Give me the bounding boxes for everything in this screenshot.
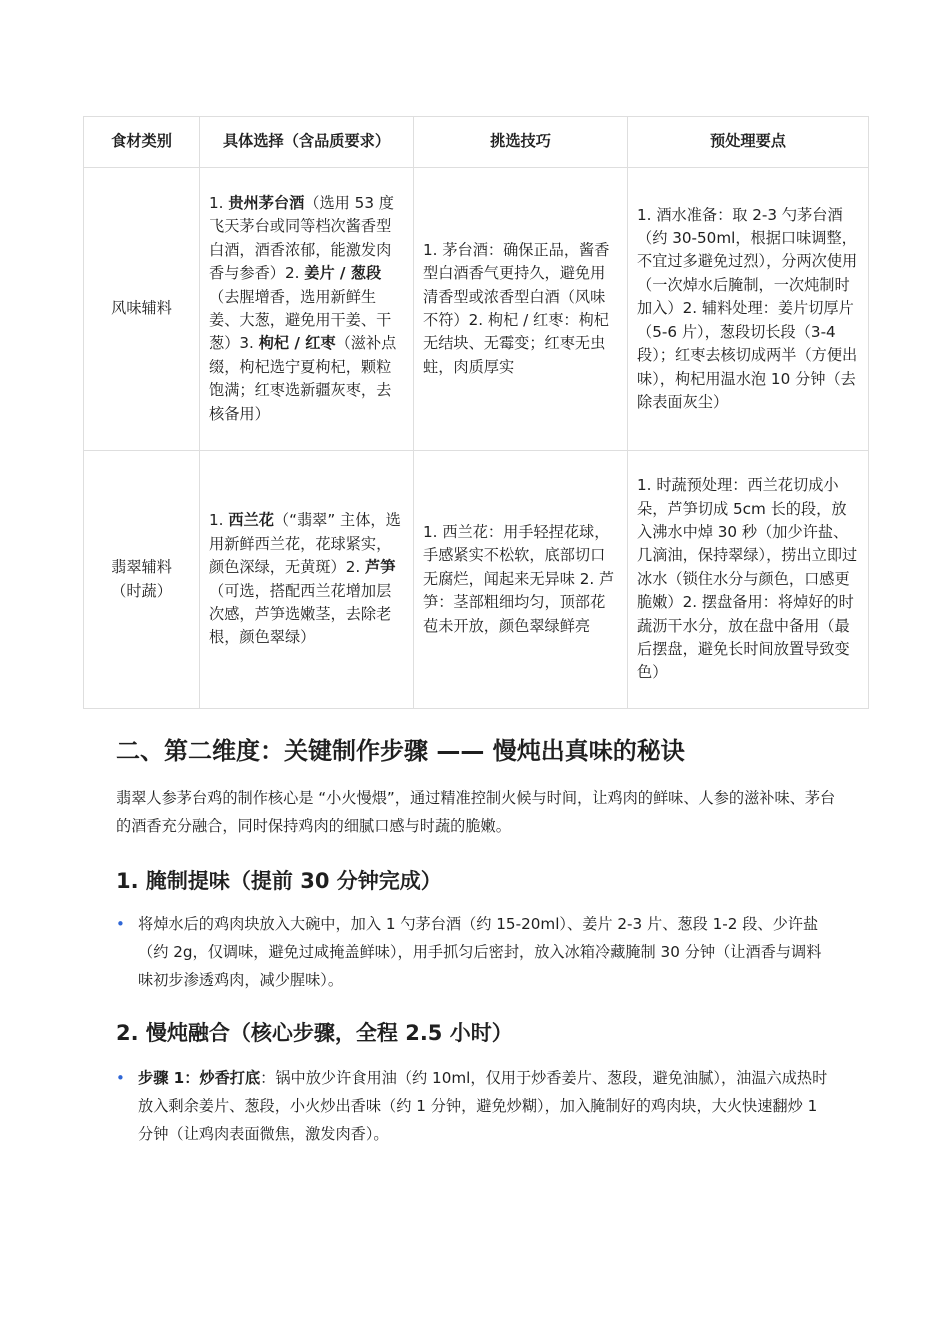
text-run: （去腥增香，选用新鲜生姜、大葱，避免用干姜、干葱）3. <box>209 287 392 353</box>
bold-term: 姜片 / 葱段 <box>304 264 382 283</box>
cell-selection <box>200 451 414 709</box>
bold-term: 枸杞 / 红枣 <box>258 334 336 353</box>
step2-heading: 2. 慢炖融合（核心步骤，全程 2.5 小时） <box>116 1021 513 1045</box>
ingredients-table <box>83 116 869 709</box>
step2-bullet-label: 步骤 1：炒香打底 <box>138 1069 261 1087</box>
header-selection: 具体选择（含品质要求） <box>200 117 414 168</box>
cell-category: 风味辅料 <box>84 168 200 451</box>
bold-term: 贵州茅台酒 <box>228 193 305 212</box>
bold-term: 西兰花 <box>228 511 274 530</box>
text-run: （滋补点缀，枸杞选宁夏枸杞，颗粒饱满；红枣选新疆灰枣，去核备用） <box>209 334 397 423</box>
header-tips: 挑选技巧 <box>414 117 628 168</box>
cell-prep: 1. 酒水准备：取 2-3 勺茅台酒（约 30-50ml，根据口味调整，不宜过多避免过烈），分两次使用（一次焯水后腌制，一次炖制时加入）2. 辅料处理：姜片切厚片（5-6 片），葱段切长段（3-4 段）；红枣去核切成两半（方便出味），枸杞用温水泡 10 分钟（去除表面灰尘） <box>628 168 869 451</box>
text-run: 1. <box>209 193 229 212</box>
step1-list <box>116 910 836 994</box>
step2-list <box>116 1064 836 1148</box>
text-run: （“翡翠” 主体，选用新鲜西兰花，花球紧实，颜色深绿，无黄斑）2. <box>209 511 401 577</box>
table-row <box>84 168 869 451</box>
cell-tips: 1. 西兰花：用手轻捏花球，手感紧实不松软，底部切口无腐烂，闻起来无异味 2. 芦笋：茎部粗细均匀，顶部花苞未开放，颜色翠绿鲜亮 <box>414 451 628 709</box>
header-category: 食材类别 <box>84 117 200 168</box>
header-prep: 预处理要点 <box>628 117 869 168</box>
table-row <box>84 451 869 709</box>
section-intro: 翡翠人参茅台鸡的制作核心是 “小火慢煨”，通过精准控制火候与时间，让鸡肉的鲜味、人参的滋补味、茅台的酒香充分融合，同时保持鸡肉的细腻口感与时蔬的脆嫩。 <box>116 789 836 835</box>
step1-bullet-text: 将焯水后的鸡肉块放入大碗中，加入 1 勺茅台酒（约 15-20ml）、姜片 2-3 片、葱段 1-2 段、少许盐（约 2g，仅调味，避免过咸掩盖鲜味），用手抓匀后密封，放入冰箱冷藏腌制 30 分钟（让酒香与调料味初步渗透鸡肉，减少腥味）。 <box>138 915 822 989</box>
text-run: （可选，搭配西兰花增加层次感，芦笋选嫩茎，去除老根，颜色翠绿） <box>209 581 392 647</box>
table-header-row <box>84 117 869 168</box>
text-run: （选用 53 度飞天茅台或同等档次酱香型白酒，酒香浓郁，能激发肉香与参香）2. <box>209 193 394 283</box>
list-item <box>116 910 836 994</box>
cell-tips: 1. 茅台酒：确保正品，酱香型白酒香气更持久，避免用清香型或浓香型白酒（风味不符）2. 枸杞 / 红枣：枸杞无结块、无霉变；红枣无虫蛀，肉质厚实 <box>414 168 628 451</box>
cell-selection <box>200 168 414 451</box>
cell-category: 翡翠辅料 （时蔬） <box>84 451 200 709</box>
text-run: 1. <box>209 511 229 530</box>
step2-bullet-text: ：锅中放少许食用油（约 10ml，仅用于炒香姜片、葱段，避免油腻），油温六成热时放入剩余姜片、葱段，小火炒出香味（约 1 分钟，避免炒糊），加入腌制好的鸡肉块，大火快速翻炒 1 分钟（让鸡肉表面微焦，激发肉香）。 <box>138 1069 828 1143</box>
step1-heading: 1. 腌制提味（提前 30 分钟完成） <box>116 869 442 893</box>
cell-prep: 1. 时蔬预处理：西兰花切成小朵，芦笋切成 5cm 长的段，放入沸水中焯 30 秒（加少许盐、几滴油，保持翠绿），捞出立即过冰水（锁住水分与颜色，口感更脆嫩）2. 摆盘备用：将焯好的时蔬沥干水分，放在盘中备用（最后摆盘，避免长时间放置导致变色） <box>628 451 869 709</box>
section-title: 二、第二维度：关键制作步骤 —— 慢炖出真味的秘诀 <box>116 737 685 765</box>
bold-term: 芦笋 <box>365 558 396 577</box>
list-item <box>116 1064 836 1148</box>
